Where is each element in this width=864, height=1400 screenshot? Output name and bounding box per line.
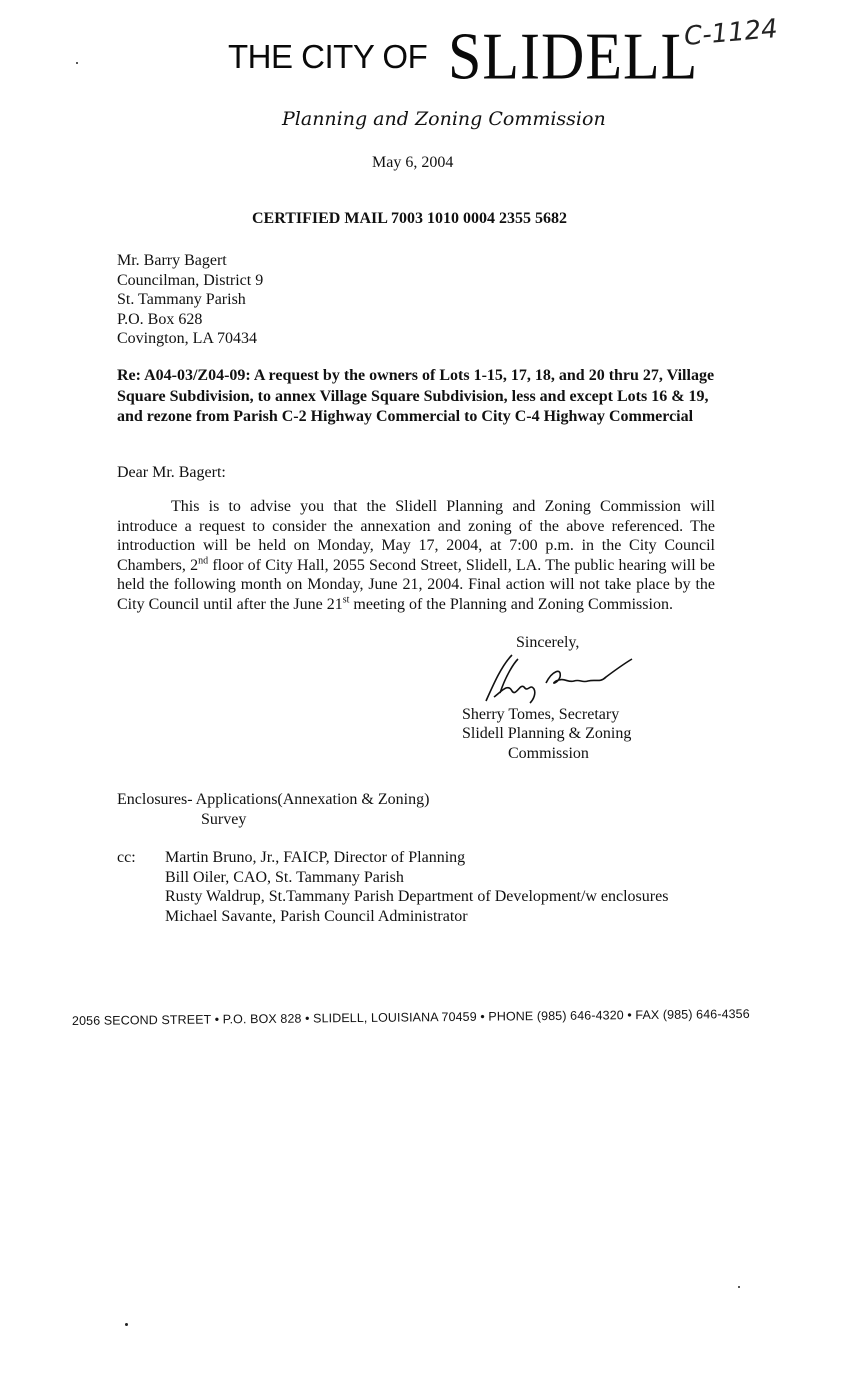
cc-label: cc:	[117, 849, 136, 866]
recipient-parish: St. Tammany Parish	[117, 291, 246, 308]
body-paragraph	[117, 497, 715, 614]
signatory-organization: Slidell Planning & Zoning	[462, 725, 632, 742]
ordinal-suffix-nd: nd	[198, 555, 209, 567]
signatory-organization-cont: Commission	[508, 744, 589, 762]
recipient-title: Councilman, District 9	[117, 271, 264, 289]
salutation: Dear Mr. Bagert:	[117, 464, 226, 481]
letterhead-footer-address: 2056 SECOND STREET • P.O. BOX 828 • SLIDELL, LOUISIANA 70459 • PHONE (985) 646-4320 • FAX (985) 646-4356	[71, 1006, 750, 1028]
enclosures-label: Enclosures-	[117, 791, 193, 808]
body-text-part-1: This is to advise you that the Slidell Planning and Zoning Commission will introduce a request to consider the annexation and zoning of the above referenced. The introduction will be held on Monday, May 17, 2004, at 7:00 p.m. in the City Council Chambers, 2	[117, 498, 715, 574]
enclosure-item: Applications(Annexation & Zoning)	[195, 791, 430, 808]
scan-speck	[738, 1286, 740, 1288]
body-text-part-3: meeting of the Planning and Zoning Commission.	[349, 595, 673, 613]
enclosure-item: Survey	[201, 810, 247, 828]
cc-recipient: Martin Bruno, Jr., FAICP, Director of Planning	[165, 849, 466, 866]
cc-recipient: Bill Oiler, CAO, St. Tammany Parish	[165, 868, 404, 886]
enclosures	[117, 790, 429, 829]
body-text-part-2: floor of City Hall, 2055 Second Street, Slidell, LA. The public hearing will be held the following month on Monday, June 21, 2004. Final action will not take place by the City Council until after the June 21	[117, 556, 715, 613]
scan-speck	[76, 62, 78, 64]
letter-date: May 6, 2004	[372, 154, 454, 171]
signature-block	[462, 633, 642, 763]
recipient-address	[117, 251, 263, 349]
handwritten-file-note: C-1124	[682, 13, 779, 53]
subject-line: Re: A04-03/Z04-09: A request by the owners of Lots 1-15, 17, 18, and 20 thru 27, Village Square Subdivision, to annex Village Square Subdivision, less and except Lots 16 & 19, and rezone from Parish C-2 Highway Commercial to City C-4 Highway Commercial	[117, 367, 715, 425]
recipient-po-box: P.O. Box 628	[117, 310, 203, 328]
cc-recipient: Michael Savante, Parish Council Administrator	[165, 907, 468, 925]
recipient-name: Mr. Barry Bagert	[117, 252, 227, 269]
letterhead-prefix: THE CITY OF	[228, 38, 428, 75]
cc-recipient: Rusty Waldrup, St.Tammany Parish Department of Development/w enclosures	[165, 888, 669, 905]
closing: Sincerely,	[516, 634, 580, 651]
scan-speck	[125, 1323, 128, 1326]
recipient-city-state-zip: Covington, LA 70434	[117, 330, 258, 347]
letterhead-city-name: SLIDELL	[448, 19, 699, 94]
handwritten-signature-icon	[472, 653, 642, 705]
signatory-name-title: Sherry Tomes, Secretary	[462, 705, 620, 723]
ordinal-suffix-st: st	[342, 594, 350, 606]
cc-list	[117, 848, 668, 926]
letterhead-subtitle: Planning and Zoning Commission	[282, 108, 606, 130]
certified-mail-number: CERTIFIED MAIL 7003 1010 0004 2355 5682	[252, 210, 568, 227]
